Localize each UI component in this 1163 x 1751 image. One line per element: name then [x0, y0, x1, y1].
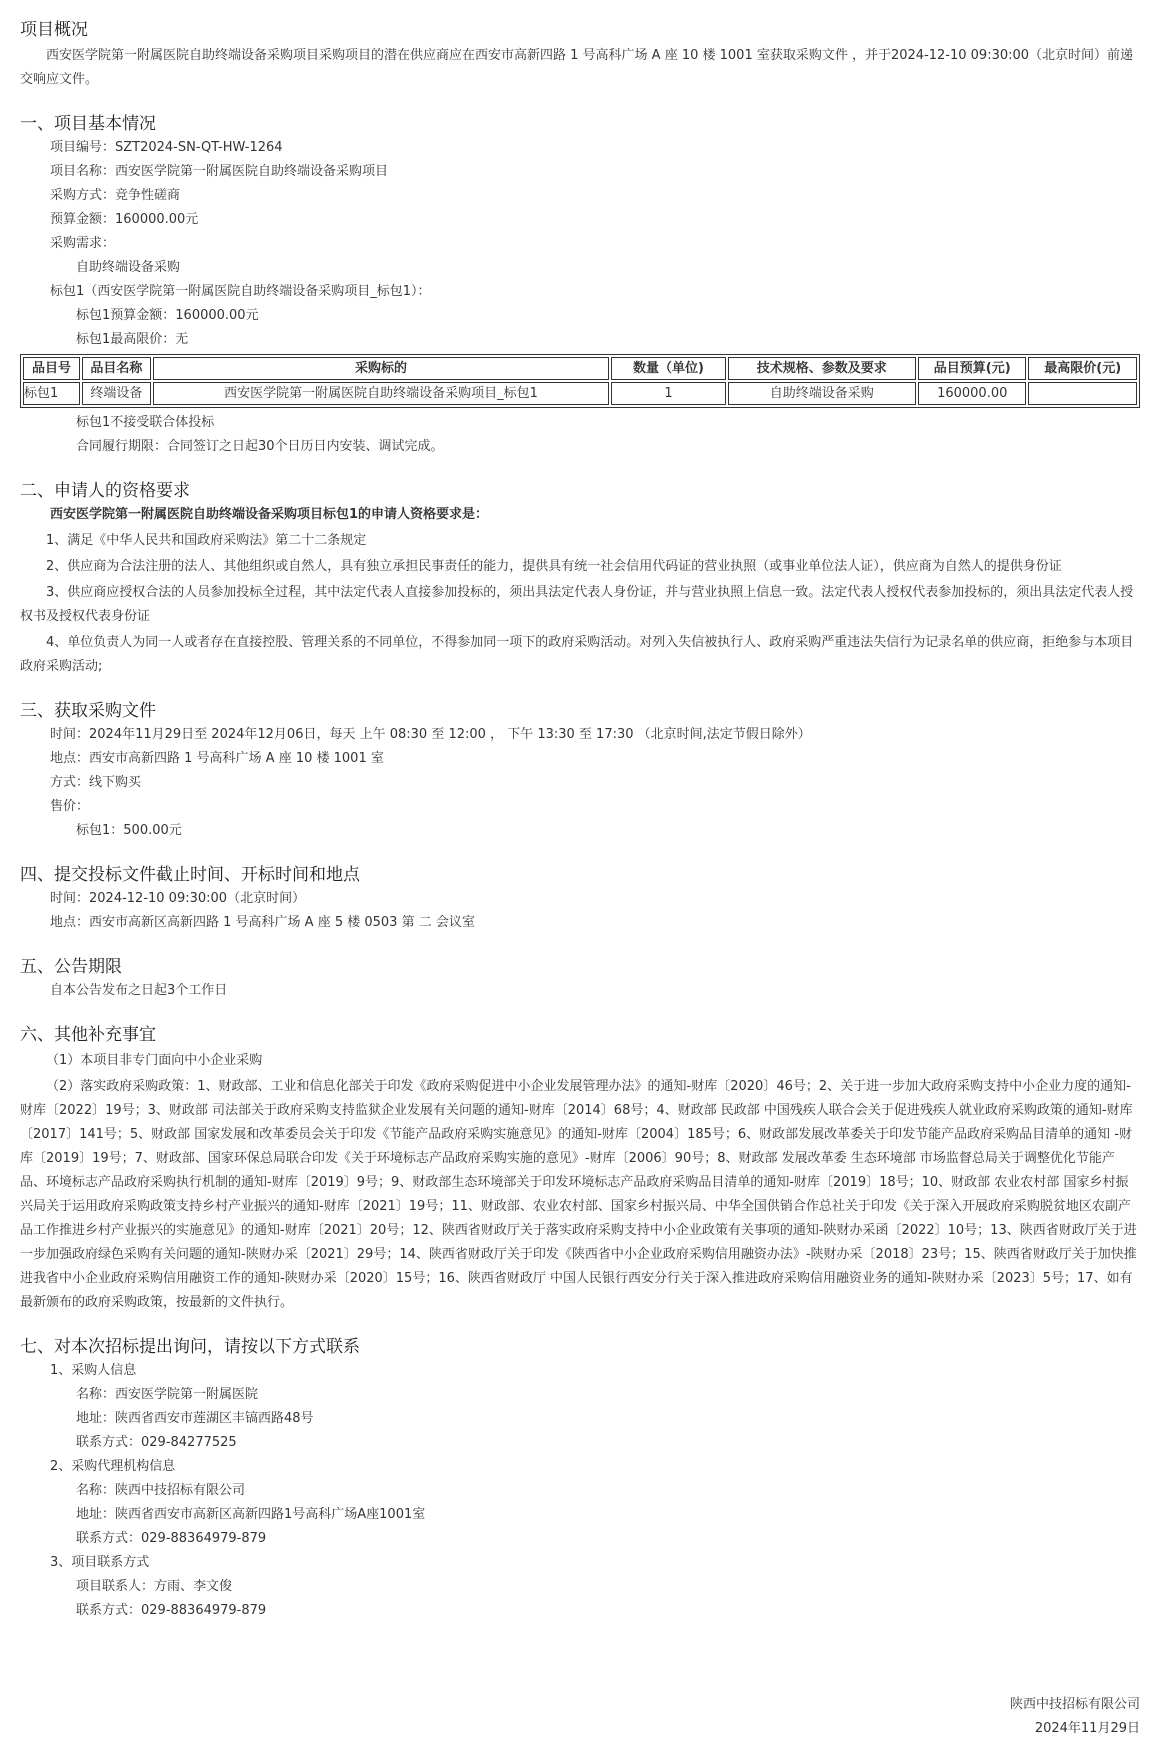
buyer-address: 地址：陕西省西安市莲湖区丰镐西路48号 — [76, 1411, 314, 1426]
items-table — [20, 354, 1140, 408]
announcement-document — [20, 18, 1140, 1623]
agent-phone: 联系方式：029-88364979-879 — [76, 1531, 267, 1546]
lot-price: 标包1：500.00元 — [76, 823, 182, 838]
table-header: 采购标的 — [153, 357, 610, 380]
demand-label: 采购需求： — [50, 236, 116, 251]
overview-text: 西安医学院第一附属医院自助终端设备采购项目采购项目的潜在供应商应在西安市高新四路 1 号高科广场 A 座 10 楼 1001 室获取采购文件 ，并于2024-12-10 09:30:00（北京时间）前递交响应文件。 — [20, 48, 1134, 87]
supplementary-policies: （2）落实政府采购政策：1、财政部、工业和信息化部关于印发《政府采购促进中小企业发展管理办法》的通知-财库〔2020〕46号；2、关于进一步加大政府采购支持中小企业力度的通知-财库〔2022〕19号；3、财政部 司法部关于政府采购支持监狱企业发展有关问题的通知-财库〔2014〕68号；4、财政部 民政部 中国残疾人联合会关于促进残疾人就业政府采购政策的通知-财库〔2017〕141号；5、财政部 国家发展和改革委员会关于印发《节能产品政府采购实施意见》的通知-财库〔2004〕185号；6、财政部发展改革委关于印发节能产品政府采购品目清单的通知 -财库〔2019〕19号；7、财政部、国家环保总局联合印发《关于环境标志产品政府采购实施的意见》-财库〔2006〕90号；8、财政部 发展改革委 生态环境部 市场监督总局关于调整优化节能产品、环境标志产品政府采购执行机制的通知-财库〔2019〕9号；9、财政部生态环境部关于印发环境标志产品政府采购品目清单的通知-财库〔2019〕18号；10、财政部 农业农村部 国家乡村振兴局关于运用政府采购政策支持乡村产业振兴的通知-财库〔2021〕19号；11、财政部、农业农村部、国家乡村振兴局、中华全国供销合作总社关于印发《关于深入开展政府采购脱贫地区农副产品工作推进乡村产业振兴的实施意见》的通知-财库〔2021〕20号；12、陕西省财政厅关于落实政府采购支持中小企业政策有关事项的通知-陕财办采函〔2022〕10号；13、陕西省财政厅关于进一步加强政府绿色采购有关问题的通知-陕财办采〔2021〕29号；14、陕西省财政厅关于印发《陕西省中小企业政府采购信用融资办法》-陕财办采〔2018〕23号；15、陕西省财政厅关于加快推进我省中小企业政府采购信用融资工作的通知-陕财办采〔2020〕15号；16、陕西省财政厅 中国人民银行西安分行关于深入推进政府采购信用融资业务的通知-陕财办采〔2023〕5号；17、如有最新颁布的政府采购政策，按最新的文件执行。 — [20, 1079, 1137, 1310]
table-header: 品目号 — [23, 357, 80, 380]
table-cell: 标包1 — [23, 382, 80, 405]
project-name: 项目名称：西安医学院第一附属医院自助终端设备采购项目 — [50, 164, 389, 179]
project-number: 项目编号：SZT2024-SN-QT-HW-1264 — [50, 140, 283, 155]
qualification-item: 4、单位负责人为同一人或者存在直接控股、管理关系的不同单位，不得参加同一项下的政府采购活动。对列入失信被执行人、政府采购严重违法失信行为记录名单的供应商，拒绝参与本项目政府采购活动; — [20, 635, 1134, 674]
buyer-phone: 联系方式：029-84277525 — [76, 1435, 237, 1450]
agent-name: 名称：陕西中技招标有限公司 — [76, 1483, 246, 1498]
obtain-documents-title: 三、获取采购文件 — [20, 701, 156, 721]
obtain-mode: 方式：线下购买 — [50, 775, 142, 790]
contact-section — [20, 1335, 1140, 1623]
table-header: 品目预算(元) — [918, 357, 1026, 380]
deadline-title: 四、提交投标文件截止时间、开标时间和地点 — [20, 865, 360, 885]
table-cell: 自助终端设备采购 — [728, 382, 916, 405]
supplementary-item: （1）本项目非专门面向中小企业采购 — [46, 1053, 263, 1068]
deadline-section — [20, 863, 1140, 935]
qualification-item: 1、满足《中华人民共和国政府采购法》第二十二条规定 — [46, 533, 367, 548]
deadline-place: 地点：西安市高新区高新四路 1 号高科广场 A 座 5 楼 0503 第 二 会议室 — [50, 915, 475, 930]
price-label: 售价： — [50, 799, 90, 814]
table-header: 数量（单位) — [611, 357, 725, 380]
overview-title: 项目概况 — [20, 20, 88, 40]
contact-title: 七、对本次招标提出询问，请按以下方式联系 — [20, 1337, 360, 1357]
lot-budget: 标包1预算金额：160000.00元 — [76, 308, 259, 323]
procurement-method: 采购方式：竞争性磋商 — [50, 188, 181, 203]
table-header: 最高限价(元) — [1028, 357, 1137, 380]
obtain-place: 地点：西安市高新四路 1 号高科广场 A 座 10 楼 1001 室 — [50, 751, 384, 766]
notice-period-section — [20, 955, 1140, 1003]
supplementary-section — [20, 1023, 1140, 1315]
table-cell: 160000.00 — [918, 382, 1026, 405]
agent-address: 地址：陕西省西安市高新区高新四路1号高科广场A座1001室 — [76, 1507, 426, 1522]
agent-info-label: 2、采购代理机构信息 — [50, 1459, 176, 1474]
table-cell: 西安医学院第一附属医院自助终端设备采购项目_标包1 — [153, 382, 610, 405]
qualification-item: 3、供应商应授权合法的人员参加投标全过程，其中法定代表人直接参加投标的，须出具法定代表人身份证，并与营业执照上信息一致。法定代表人授权代表参加投标的，须出具法定代表人授权书及授权代表身份证 — [20, 585, 1134, 624]
budget-amount: 预算金额：160000.00元 — [50, 212, 199, 227]
no-consortium-note: 标包1不接受联合体投标 — [76, 415, 215, 430]
demand-text: 自助终端设备采购 — [76, 260, 181, 275]
lot-title: 标包1（西安医学院第一附属医院自助终端设备采购项目_标包1）： — [50, 284, 431, 299]
qualification-lead: 西安医学院第一附属医院自助终端设备采购项目标包1的申请人资格要求是： — [50, 507, 489, 522]
obtain-documents-section — [20, 699, 1140, 843]
signature-date: 2024年11月29日 — [1034, 1721, 1140, 1736]
notice-period-title: 五、公告期限 — [20, 957, 122, 977]
table-header: 技术规格、参数及要求 — [728, 357, 916, 380]
qualification-item: 2、供应商为合法注册的法人、其他组织或自然人，具有独立承担民事责任的能力，提供具有统一社会信用代码证的营业执照（或事业单位法人证），供应商为自然人的提供身份证 — [46, 559, 1062, 574]
table-cell: 终端设备 — [82, 382, 151, 405]
table-cell — [1028, 382, 1137, 405]
supplementary-title: 六、其他补充事宜 — [20, 1025, 156, 1045]
table-header: 品目名称 — [82, 357, 151, 380]
overview-section — [20, 18, 1140, 92]
obtain-time: 时间：2024年11月29日至 2024年12月06日，每天 上午 08:30 至 12:00 ， 下午 13:30 至 17:30 （北京时间,法定节假日除外） — [50, 727, 811, 742]
contract-period: 合同履行期限：合同签订之日起30个日历日内安装、调试完成。 — [76, 439, 444, 454]
project-contact-label: 3、项目联系方式 — [50, 1555, 150, 1570]
basic-info-section — [20, 112, 1140, 459]
signature-block — [1010, 1693, 1140, 1741]
table-header-row — [23, 357, 1137, 380]
basic-info-title: 一、项目基本情况 — [20, 114, 156, 134]
signature-company: 陕西中技招标有限公司 — [1009, 1697, 1140, 1712]
deadline-time: 时间：2024-12-10 09:30:00（北京时间） — [50, 891, 306, 906]
lot-max-price: 标包1最高限价：无 — [76, 332, 189, 347]
contact-person: 项目联系人：方雨、李文俊 — [76, 1579, 233, 1594]
qualification-title: 二、申请人的资格要求 — [20, 481, 190, 501]
buyer-name: 名称：西安医学院第一附属医院 — [76, 1387, 259, 1402]
table-row — [23, 382, 1137, 405]
contact-phone: 联系方式：029-88364979-879 — [76, 1603, 267, 1618]
buyer-info-label: 1、采购人信息 — [50, 1363, 137, 1378]
table-cell: 1 — [611, 382, 725, 405]
notice-period-text: 自本公告发布之日起3个工作日 — [50, 983, 228, 998]
qualification-section — [20, 479, 1140, 679]
